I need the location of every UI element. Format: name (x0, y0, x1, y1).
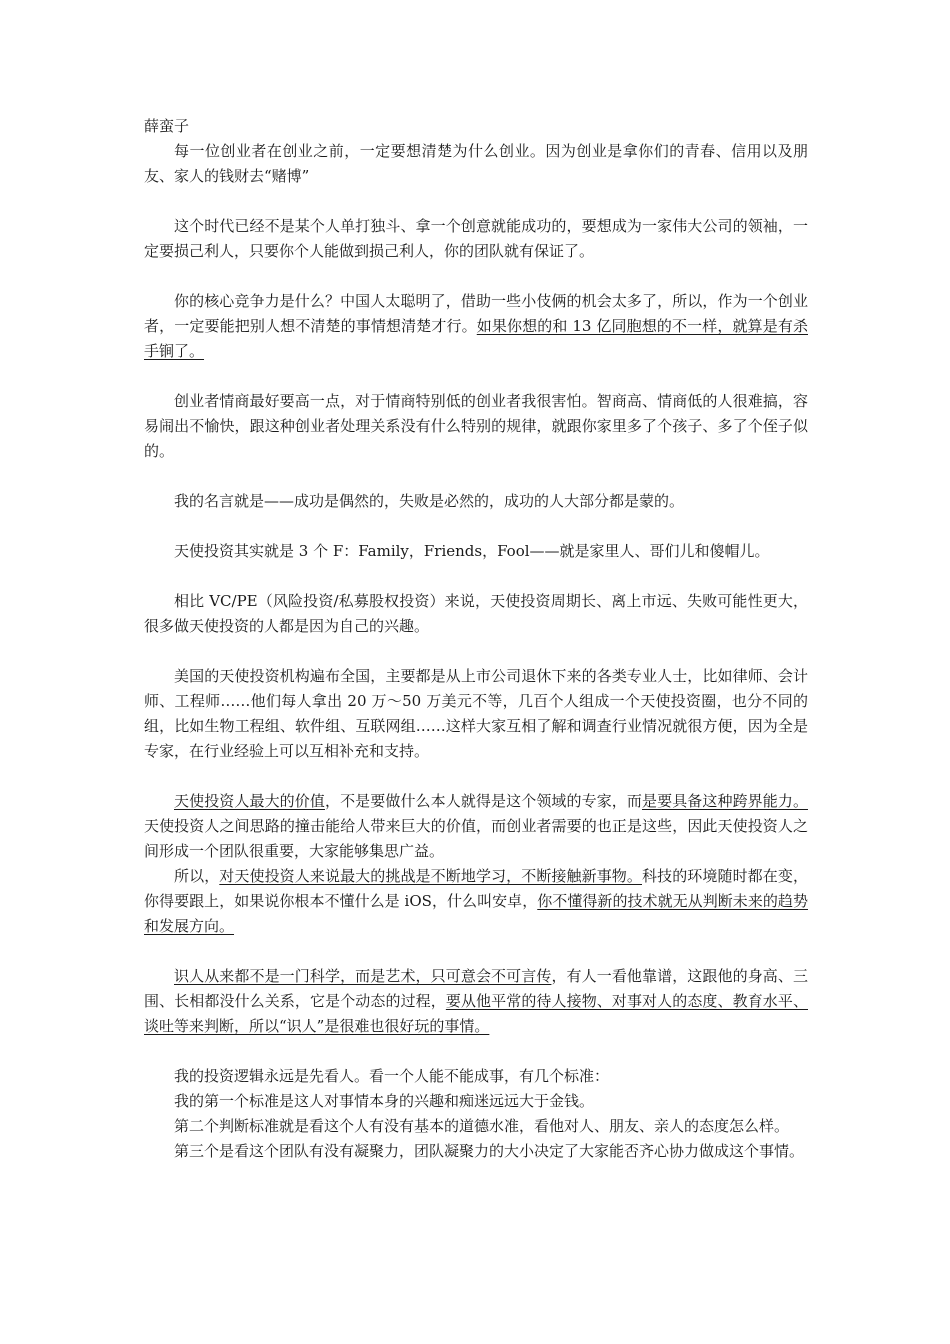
paragraph-text: 天使投资其实就是 3 个 F：Family，Friends，Fool——就是家里人、哥们儿和傻帽儿。 (174, 542, 770, 560)
paragraph (144, 214, 808, 264)
paragraph-text: 所以， (174, 867, 220, 885)
paragraph (144, 789, 808, 864)
paragraph-text: 我的名言就是——成功是偶然的，失败是必然的，成功的人大部分都是蒙的。 (174, 492, 685, 510)
paragraph (144, 964, 808, 1039)
paragraph (144, 1064, 808, 1089)
underlined-text: 天使投资人最大的价值 (174, 792, 325, 810)
paragraph (144, 289, 808, 364)
underlined-text: 对天使投资人来说最大的挑战是不断地学习，不断接触新事物。 (219, 867, 642, 885)
paragraph (144, 139, 808, 189)
paragraph (144, 539, 808, 564)
paragraph-text: 我的投资逻辑永远是先看人。看一个人能不能成事，有几个标准： (174, 1067, 610, 1085)
paragraph-text: ，有人一看他靠谱，这跟他的身高、三围、长相都没什么关系，它是个动态的过程， (144, 967, 808, 1010)
paragraph-text: 相比 VC/PE（风险投资/私募股权投资）来说，天使投资周期长、离上市远、失败可能性更大，很多做天使投资的人都是因为自己的兴趣。 (144, 592, 808, 635)
paragraph-text: 我的第一个标准是这人对事情本身的兴趣和痴迷远远大于金钱。 (174, 1092, 595, 1110)
paragraph-text: 每一位创业者在创业之前，一定要想清楚为什么创业。因为创业是拿你们的青春、信用以及朋友、家人的钱财去“赌博” (144, 142, 808, 185)
paragraph (144, 1089, 808, 1114)
underlined-text: 识人从来都不是一门科学，而是艺术，只可意会不可言传 (174, 967, 552, 985)
underlined-text: 是要具备这种跨界能力。 (642, 792, 808, 810)
paragraph (144, 1114, 808, 1139)
paragraph-text: 科技的环境随时都在变，你得要跟上，如果说你根本不懂什么是 iOS，什么叫安卓， (144, 867, 808, 910)
paragraph-text: 第三个是看这个团队有没有凝聚力，团队凝聚力的大小决定了大家能否齐心协力做成这个事情。 (174, 1142, 805, 1160)
paragraph-text: 这个时代已经不是某个人单打独斗、拿一个创意就能成功的，要想成为一家伟大公司的领袖，一定要损己利人，只要你个人能做到损己利人，你的团队就有保证了。 (144, 217, 808, 260)
paragraph (144, 664, 808, 764)
article-body (144, 114, 808, 1164)
paragraph-text: 你的核心竞争力是什么？中国人太聪明了，借助一些小伎俩的机会太多了，所以，作为一个创业者，一定要能把别人想不清楚的事情想清楚才行。 (144, 292, 808, 335)
paragraph-text: 创业者情商最好要高一点，对于情商特别低的创业者我很害怕。智商高、情商低的人很难搞，容易闹出不愉快，跟这种创业者处理关系没有什么特别的规律，就跟你家里多了个孩子、多了个侄子似的。 (144, 392, 808, 460)
paragraph (144, 1139, 808, 1164)
underlined-text: 如果你想的和 13 亿同胞想的不一样，就算是有杀手锏了。 (144, 317, 808, 360)
paragraph (144, 489, 808, 514)
paragraph (144, 589, 808, 639)
paragraph-text: 美国的天使投资机构遍布全国，主要都是从上市公司退休下来的各类专业人士，比如律师、会计师、工程师……他们每人拿出 20 万～50 万美元不等，几百个人组成一个天使投资圈，也分不同的组，比如生物工程组、软件组、互联网组……这样大家互相了解和调查行业情况就很方便，因为全是专家，在行业经验上可以互相补充和支持。 (144, 667, 808, 760)
paragraph-text: ，不是要做什么本人就得是这个领域的专家，而 (324, 792, 642, 810)
paragraph-text: 第二个判断标准就是看这个人有没有基本的道德水准，看他对人、朋友、亲人的态度怎么样。 (174, 1117, 790, 1135)
underlined-text: 要从他平常的待人接物、对事对人的态度、教育水平、谈吐等来判断，所以“识人”是很难也很好玩的事情。 (144, 992, 808, 1035)
paragraph-text: 天使投资人之间思路的撞击能给人带来巨大的价值，而创业者需要的也正是这些，因此天使投资人之间形成一个团队很重要，大家能够集思广益。 (144, 817, 808, 860)
paragraph-list (144, 139, 808, 1164)
author-name: 薛蛮子 (144, 117, 190, 135)
paragraph (144, 864, 808, 939)
paragraph (144, 389, 808, 464)
underlined-text: 你不懂得新的技术就无从判断未来的趋势和发展方向。 (144, 892, 808, 935)
